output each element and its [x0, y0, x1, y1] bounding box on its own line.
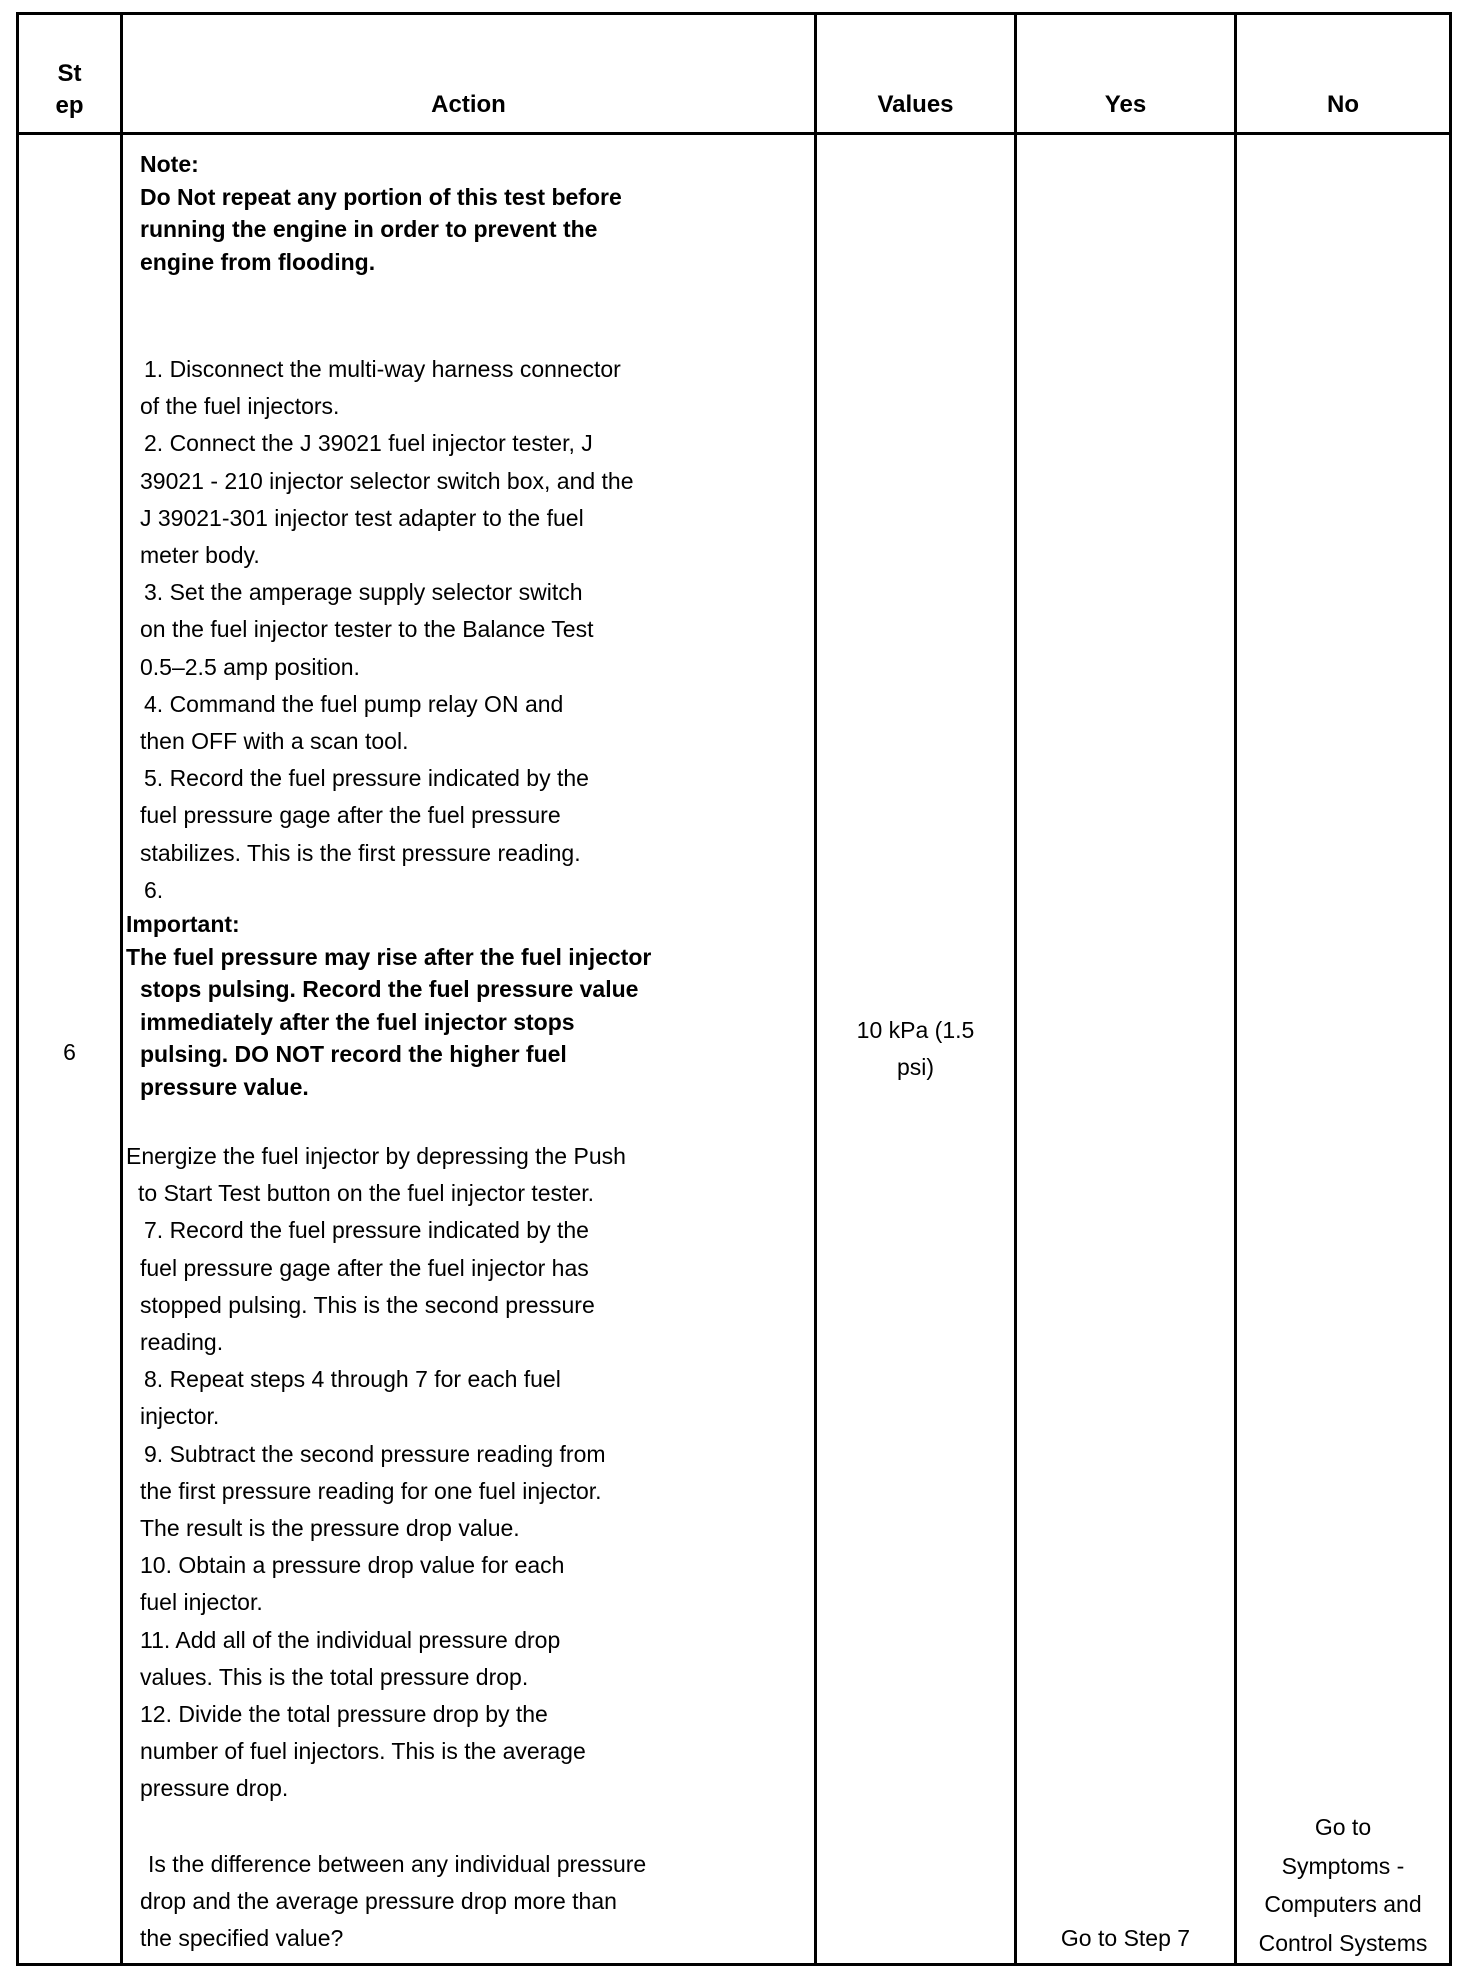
important-label: Important: [126, 911, 240, 937]
no-line: Computers and [1264, 1891, 1422, 1917]
no-line: Go to [1314, 1814, 1372, 1840]
value-line: psi) [896, 1054, 935, 1081]
step-line: 5. Record the fuel pressure indicated by the [144, 765, 589, 792]
header-divider [16, 132, 1452, 135]
no-line: Symptoms - [1281, 1852, 1405, 1879]
step-line: 8. Repeat steps 4 through 7 for each fuel [144, 1366, 561, 1393]
step-line: to Start Test button on the fuel injector tester. [138, 1180, 595, 1207]
header-no: No [1327, 91, 1359, 118]
important-line: pulsing. DO NOT record the higher fuel [140, 1041, 567, 1067]
step-line: then OFF with a scan tool. [140, 728, 409, 755]
note-block [140, 148, 622, 278]
header-step-line: ep [55, 92, 84, 119]
step-number: 6 [63, 1039, 76, 1065]
values-cell [817, 1012, 1014, 1086]
step-line: 2. Connect the J 39021 fuel injector tester, J [144, 430, 593, 457]
question-line: Is the difference between any individual pressure [148, 1851, 647, 1877]
step-line: 12. Divide the total pressure drop by the [140, 1701, 548, 1728]
column-divider [120, 12, 123, 1966]
important-line: pressure value. [140, 1073, 309, 1100]
yes-cell: Go to Step 7 [1060, 1925, 1191, 1951]
value-line: 10 kPa (1.5 [856, 1017, 975, 1043]
no-cell [1237, 1808, 1449, 1962]
step-line: on the fuel injector tester to the Balance Test [140, 616, 594, 643]
header-action: Action [431, 91, 506, 118]
step-line: reading. [140, 1329, 224, 1356]
step-line: The result is the pressure drop value. [140, 1515, 520, 1542]
column-divider [1014, 12, 1017, 1966]
header-yes: Yes [1104, 91, 1147, 118]
step-line: 3. Set the amperage supply selector switch [144, 579, 583, 606]
column-divider [814, 12, 817, 1966]
column-divider [1234, 12, 1237, 1966]
note-line: Do Not repeat any portion of this test before [140, 183, 622, 210]
step-line: 4. Command the fuel pump relay ON and [144, 690, 564, 717]
important-line: immediately after the fuel injector stops [140, 1008, 575, 1035]
step-line: 0.5–2.5 amp position. [140, 653, 360, 680]
step-line: 9. Subtract the second pressure reading from [144, 1440, 606, 1467]
step-line: meter body. [140, 542, 260, 569]
question-block [140, 1846, 646, 1958]
step-line: values. This is the total pressure drop. [140, 1663, 529, 1690]
step-line: the first pressure reading for one fuel injector. [140, 1477, 602, 1504]
step-line: fuel pressure gage after the fuel injector has [140, 1254, 589, 1281]
step-line: of the fuel injectors. [140, 393, 340, 420]
step-line: pressure drop. [140, 1775, 289, 1802]
step-line: fuel pressure gage after the fuel pressure [140, 802, 561, 829]
step-line: J 39021-301 injector test adapter to the fuel [140, 504, 584, 531]
step-line: number of fuel injectors. This is the average [140, 1738, 586, 1765]
question-line: drop and the average pressure drop more than [140, 1888, 617, 1915]
question-line: the specified value? [140, 1925, 344, 1952]
no-line: Control Systems [1258, 1929, 1428, 1956]
important-block [126, 908, 651, 1103]
step-line: fuel injector. [140, 1589, 263, 1616]
header-values: Values [877, 91, 954, 118]
step-line: stabilizes. This is the first pressure reading. [140, 839, 581, 866]
step-line: 7. Record the fuel pressure indicated by the [144, 1217, 589, 1244]
step-line: 11. Add all of the individual pressure drop [140, 1626, 561, 1653]
header-step-line: St [57, 60, 82, 87]
important-line: stops pulsing. Record the fuel pressure value [140, 976, 639, 1002]
header-step [19, 58, 120, 122]
step-line: stopped pulsing. This is the second pressure [140, 1291, 595, 1318]
note-label: Note: [140, 151, 199, 177]
note-line: running the engine in order to prevent the [140, 216, 598, 242]
step-line: 39021 - 210 injector selector switch box, and the [140, 467, 634, 494]
steps-list-part1 [140, 351, 634, 909]
step-line: injector. [140, 1403, 220, 1430]
note-line: engine from flooding. [140, 248, 376, 275]
important-line: The fuel pressure may rise after the fuel injector [126, 943, 652, 970]
step-line: 6. [144, 876, 164, 903]
step-line: 1. Disconnect the multi-way harness connector [144, 356, 621, 382]
step-line: Energize the fuel injector by depressing the Push [126, 1143, 626, 1169]
steps-list-part2 [126, 1138, 626, 1808]
step-line: 10. Obtain a pressure drop value for each [140, 1552, 565, 1579]
